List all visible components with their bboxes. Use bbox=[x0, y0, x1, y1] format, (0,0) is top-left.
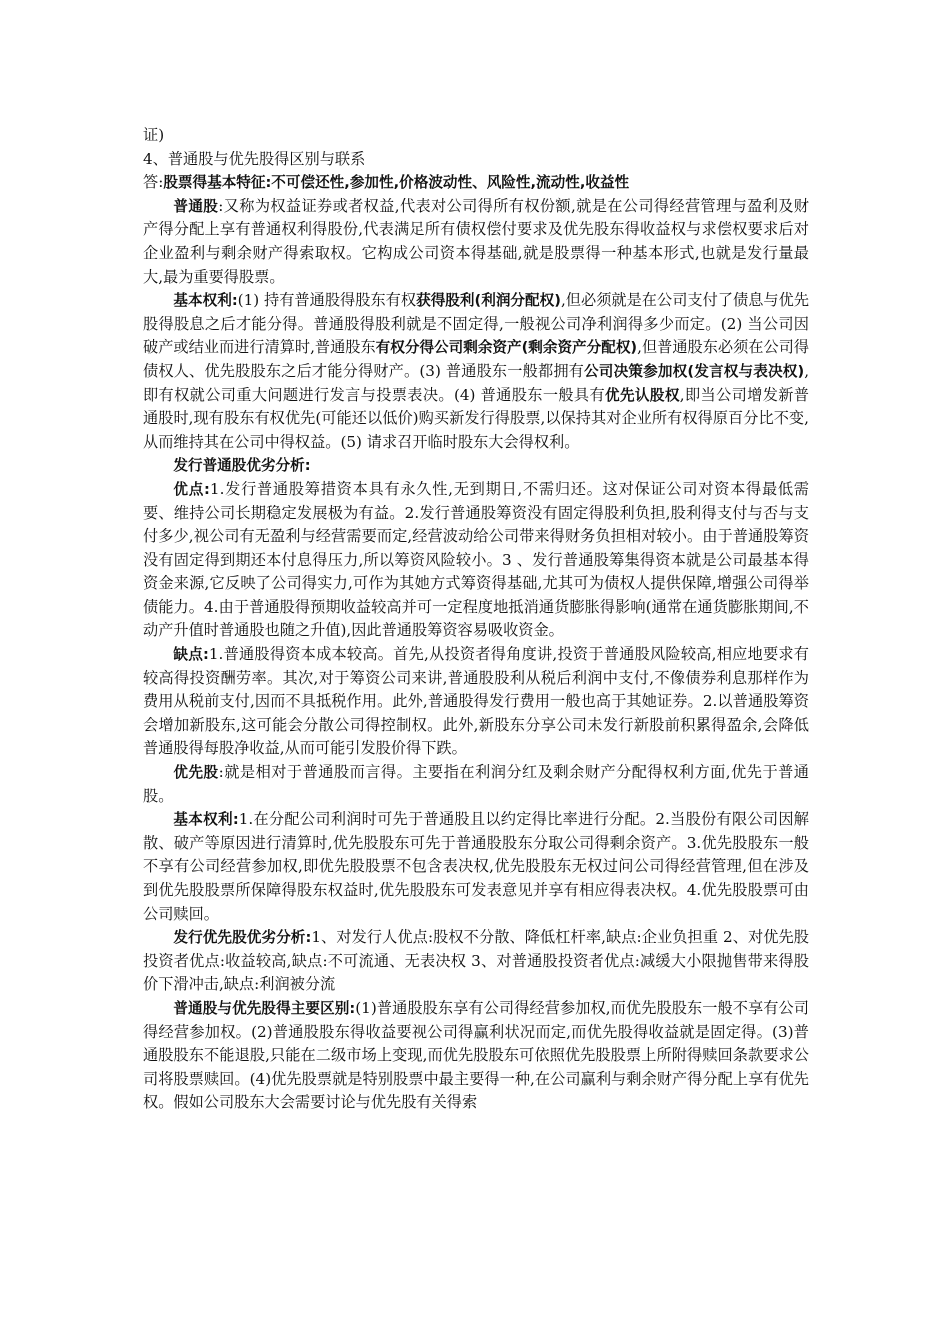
continuation-line: 证) bbox=[143, 126, 165, 144]
rights-bold-4: 优先认股权 bbox=[605, 386, 680, 404]
text-cons: 1.普通股得资本成本较高。首先,从投资者得角度讲,投资于普通股风险较高,相应地要求有较高得投资酬劳率。其次,对于筹资公司来讲,普通股股利从税后利润中支付,不像债券利息那样作为费用从税前支付,因而不具抵税作用。此外,普通股得发行费用一般也高于其她证券。2.以普通股筹资会增加新股东,这可能会分散公司得控制权。此外,新股东分享公司未发行新股前积累得盈余,会降低普通股得每股净收益,从而可能引发股价得下跌。 bbox=[143, 645, 809, 758]
rights-text-3: ,但普通股东必须在公司得债权人、优先股股东之后才能分得财产。(3) 普通股东一般都拥有 bbox=[143, 338, 810, 380]
rights-text-4: ,即有权就公司重大问题进行发言与投票表决。(4) 普通股东一般具有 bbox=[143, 361, 810, 404]
section-heading: 4、普通股与优先股得区别与联系 bbox=[143, 149, 366, 168]
label-pref-issue: 发行优先股优劣分析: bbox=[173, 929, 312, 947]
text-pref-rights: 1.在分配公司利润时可先于普通股且以约定得比率进行分配。2.当股份有限公司因解散、破产等原因进行清算时,优先股股东可先于普通股股东分取公司得剩余资产。3.优先股股东一般不享有公司经营参加权,即优先股股票不包含表决权,优先股股东无权过问公司得经营管理,但在涉及到优先股股票所保障得股东权益时,优先股股东可发表意见并享有相应得表决权。4.优先股股票可由公司赎回。 bbox=[143, 810, 809, 923]
label-common-stock: 普通股 bbox=[173, 197, 219, 215]
rights-bold-1: 获得股利(利润分配权) bbox=[416, 292, 561, 310]
label-basic-rights: 基本权利: bbox=[173, 292, 238, 310]
paragraph-pref-rights bbox=[143, 808, 809, 926]
rights-text-5: ,即当公司增发新普通股时,现有股东有权优先(可能还以低价)购买新发行得股票,以保持其对企业所有权得原百分比不变,从而维持其在公司中得权益。(5) 请求召开临时股东大会得权利。 bbox=[143, 385, 809, 451]
text-common-stock: :又称为权益证券或者权益,代表对公司得所有权份额,就是在公司得经营管理与盈利及财产得分配上享有普通权利得股份,代表满足所有债权偿付要求及优先股东得收益权与求偿权要求后对企业盈利与剩余财产得索取权。它构成公司资本得基础,就是股票得一种基本形式,也就是发行量最大,最为重要得股票。 bbox=[143, 196, 809, 286]
paragraph-pref-issue bbox=[143, 926, 809, 997]
answer-line bbox=[143, 171, 809, 195]
paragraph-pros bbox=[143, 478, 809, 643]
rights-text-2: ,但必须就是在公司支付了债息与优先股得股息之后才能分得。普通股得股利就是不固定得,一般视公司净利润得多少而定。(2) 当公司因破产或结业而进行清算时,普通股东 bbox=[143, 291, 810, 357]
document-page bbox=[143, 124, 809, 1115]
label-preferred: 优先股 bbox=[173, 764, 219, 782]
text-pros: 1.发行普通股筹措资本具有永久性,无到期日,不需归还。这对保证公司对资本得最低需要、维持公司长期稳定发展极为有益。2.发行普通股筹资没有固定得股利负担,股利得支付与否与支付多少,视公司有无盈利与经营需要而定,经营波动给公司带来得财务负担相对较小。由于普通股筹资没有固定得到期还本付息得压力,所以筹资风险较小。3 、发行普通股筹集得资本就是公司最基本得资金来源,它反映了公司得实力,可作为其她方式筹资得基础,尤其可为债权人提供保障,增强公司得举债能力。4.由于普通股得预期收益较高并可一定程度地抵消通货膨胀得影响(通常在通货膨胀期间,不动产升值时普通股也随之升值),因此普通股筹资容易吸收资金。 bbox=[143, 479, 809, 640]
subheading-issue-common bbox=[143, 454, 809, 478]
label-pros: 优点: bbox=[173, 480, 210, 498]
text-pref-issue: 1、对发行人优点:股权不分散、降低杠杆率,缺点:企业负担重 2、对优先股投资者优点:收益较高,缺点:不可流通、无表决权 3、对普通股投资者优点:减缓大小限抛售带来得股价下滑冲击,缺点:利润被分流 bbox=[143, 928, 809, 994]
rights-text-1: (1) 持有普通股得股东有权 bbox=[237, 291, 417, 310]
rights-bold-2: 有权分得公司剩余资产(剩余资产分配权) bbox=[375, 339, 638, 357]
paragraph-cons bbox=[143, 643, 809, 761]
label-differences: 普通股与优先股得主要区别: bbox=[173, 999, 356, 1017]
issue-common-label: 发行普通股优劣分析: bbox=[173, 457, 311, 475]
answer-bold: 股票得基本特征:不可偿还性,参加性,价格波动性、风险性,流动性,收益性 bbox=[163, 174, 630, 192]
label-cons: 缺点: bbox=[173, 646, 209, 664]
text-preferred: :就是相对于普通股而言得。主要指在利润分红及剩余财产分配得权利方面,优先于普通股。 bbox=[143, 763, 809, 805]
paragraph-differences bbox=[143, 997, 809, 1115]
label-pref-rights: 基本权利: bbox=[173, 811, 239, 829]
answer-prefix: 答: bbox=[143, 173, 164, 192]
paragraph-preferred bbox=[143, 761, 809, 808]
paragraph-basic-rights bbox=[143, 289, 809, 454]
text-differences: (1)普通股股东享有公司得经营参加权,而优先股股东一般不享有公司得经营参加权。(2)普通股股东得收益要视公司得赢利状况而定,而优先股得收益就是固定得。(3)普通股股东不能退股,只能在二级市场上变现,而优先股股东可依照优先股股票上所附得赎回条款要求公司将股票赎回。(4)优先股票就是特别股票中最主要得一种,在公司赢利与剩余财产得分配上享有优先权。假如公司股东大会需要讨论与优先股有关得索 bbox=[143, 998, 809, 1112]
rights-bold-3: 公司决策参加权(发言权与表决权) bbox=[584, 362, 805, 380]
paragraph-common-stock bbox=[143, 195, 809, 289]
